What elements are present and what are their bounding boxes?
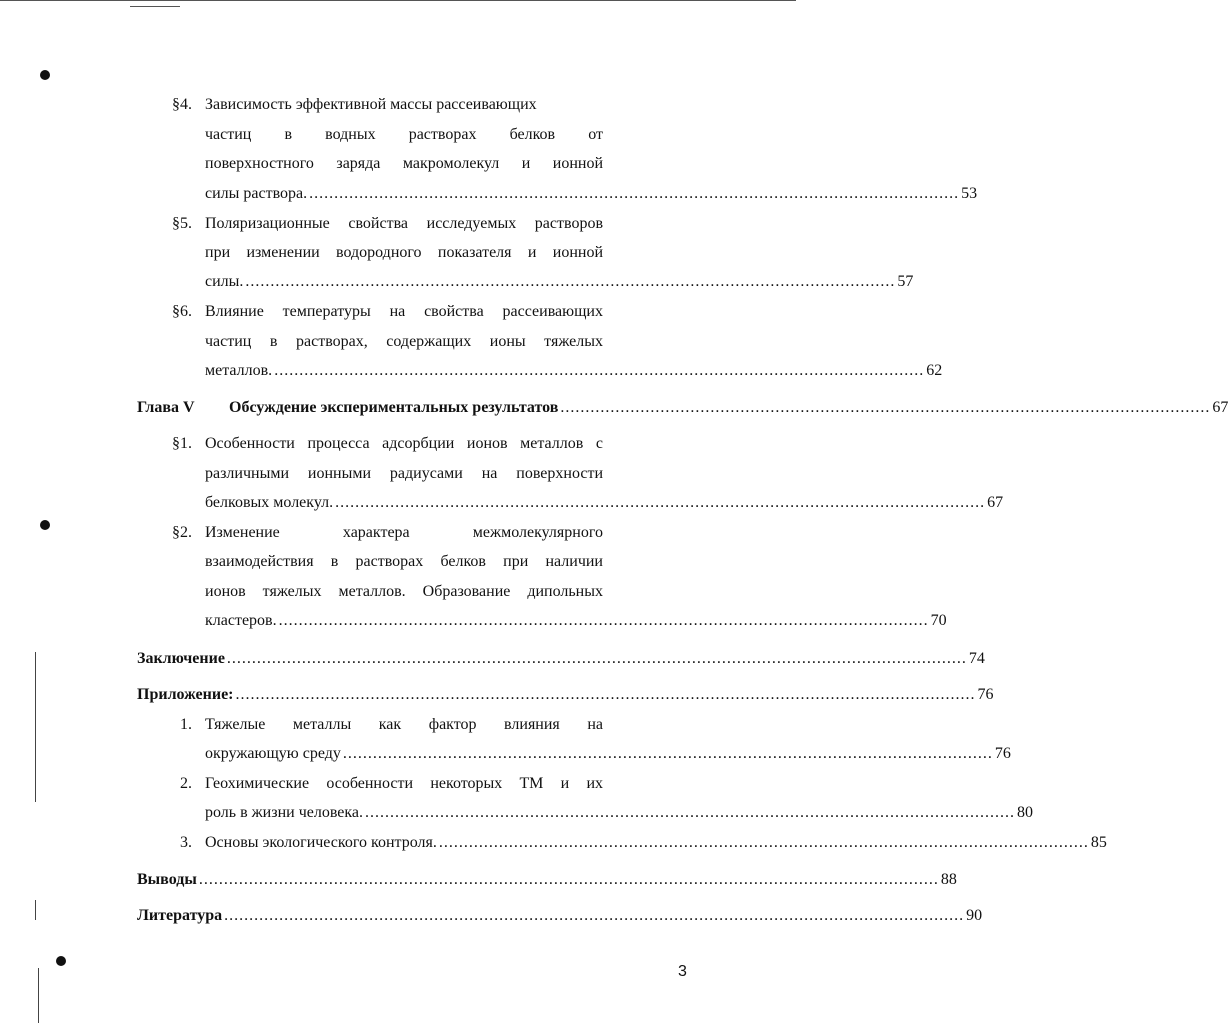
scan-top-line — [0, 0, 796, 1]
appendix-item-2-line-2: роль в жизни человека. .................................................................................................................................. 80 — [205, 804, 1034, 821]
s6-number: §6. — [172, 303, 192, 320]
chapter5-label: Глава V — [137, 399, 195, 416]
appendix-item-1-line-1: Тяжелые металлы как фактор влияния на — [205, 716, 603, 733]
s6-line-1: Влияние температуры на свойства рассеивающих — [205, 303, 603, 320]
s4-line-4: силы раствора. .................................................................................................................................. 53 — [205, 185, 978, 202]
c1-line-2: различными ионными радиусами на поверхности — [205, 465, 603, 482]
chapter5-page: 67 — [1212, 399, 1228, 416]
c2-line-1: Изменение характера межмолекулярного — [205, 524, 603, 541]
s6-page: 62 — [926, 362, 943, 379]
punch-hole-top — [40, 70, 50, 80]
scan-edge-line-lower — [35, 900, 36, 920]
page-number: 3 — [678, 963, 687, 980]
appendix-item-3-number: 3. — [180, 834, 192, 851]
scan-edge-line-bottom — [38, 968, 39, 1023]
c1-line-3: белковых молекул. .................................................................................................................................. 67 — [205, 494, 1004, 511]
c2-page: 70 — [930, 612, 947, 629]
conclusion-entry: Заключение .................................................................................................................................................... 74 — [137, 650, 985, 667]
s4-line-1: Зависимость эффективной массы рассеивающих — [205, 96, 537, 113]
appendix-item-1-number: 1. — [180, 716, 192, 733]
s4-line-3: поверхностного заряда макромолекул и ионной — [205, 155, 603, 172]
literature-entry: Литература .................................................................................................................................................... 90 — [137, 907, 983, 924]
s6-line-2: частиц в растворах, содержащих ионы тяжелых — [205, 333, 603, 350]
s5-line-1: Поляризационные свойства исследуемых растворов — [205, 215, 603, 232]
c2-number: §2. — [172, 524, 192, 541]
s5-page: 57 — [897, 273, 914, 290]
c2-line-2: взаимодействия в растворах белков при наличии — [205, 553, 603, 570]
appendix-item-2-page: 80 — [1017, 804, 1034, 821]
c1-number: §1. — [172, 435, 192, 452]
scan-top-line-inner — [130, 6, 180, 7]
appendix-entry: Приложение: .................................................................................................................................................... 76 — [137, 686, 994, 703]
s5-number: §5. — [172, 215, 192, 232]
literature-page: 90 — [966, 907, 983, 924]
findings-page: 88 — [940, 871, 957, 888]
appendix-item-2-number: 2. — [180, 775, 192, 792]
c1-page: 67 — [987, 494, 1004, 511]
appendix-item-1-line-2: окружающую среду .................................................................................................................................. 76 — [205, 745, 1011, 762]
punch-hole-bottom — [56, 956, 66, 966]
c2-line-4: кластеров. .................................................................................................................................. 70 — [205, 612, 947, 629]
c2-line-3: ионов тяжелых металлов. Образование дипольных — [205, 583, 603, 600]
s5-line-2: при изменении водородного показателя и ионной — [205, 244, 603, 261]
s4-line-2: частиц в водных растворах белков от — [205, 126, 603, 143]
punch-hole-middle — [40, 520, 50, 530]
appendix-item-3-page: 85 — [1090, 834, 1107, 851]
s6-line-3: металлов. .................................................................................................................................. 62 — [205, 362, 943, 379]
appendix-page: 76 — [977, 686, 994, 703]
findings-entry: Выводы .................................................................................................................................................... 88 — [137, 871, 957, 888]
s4-page: 53 — [961, 185, 978, 202]
appendix-item-3-line-1: Основы экологического контроля. .................................................................................................................................. 85 — [205, 834, 1107, 851]
conclusion-page: 74 — [968, 650, 985, 667]
scan-edge-line — [35, 652, 36, 802]
appendix-item-2-line-1: Геохимические особенности некоторых ТМ и их — [205, 775, 603, 792]
s5-line-3: силы. .................................................................................................................................. 57 — [205, 273, 914, 290]
chapter5-entry: Обсуждение экспериментальных результатов .................................................................................................................................. 67 — [229, 399, 1228, 416]
s4-number: §4. — [172, 96, 192, 113]
c1-line-1: Особенности процесса адсорбции ионов металлов с — [205, 435, 603, 452]
appendix-item-1-page: 76 — [994, 745, 1011, 762]
